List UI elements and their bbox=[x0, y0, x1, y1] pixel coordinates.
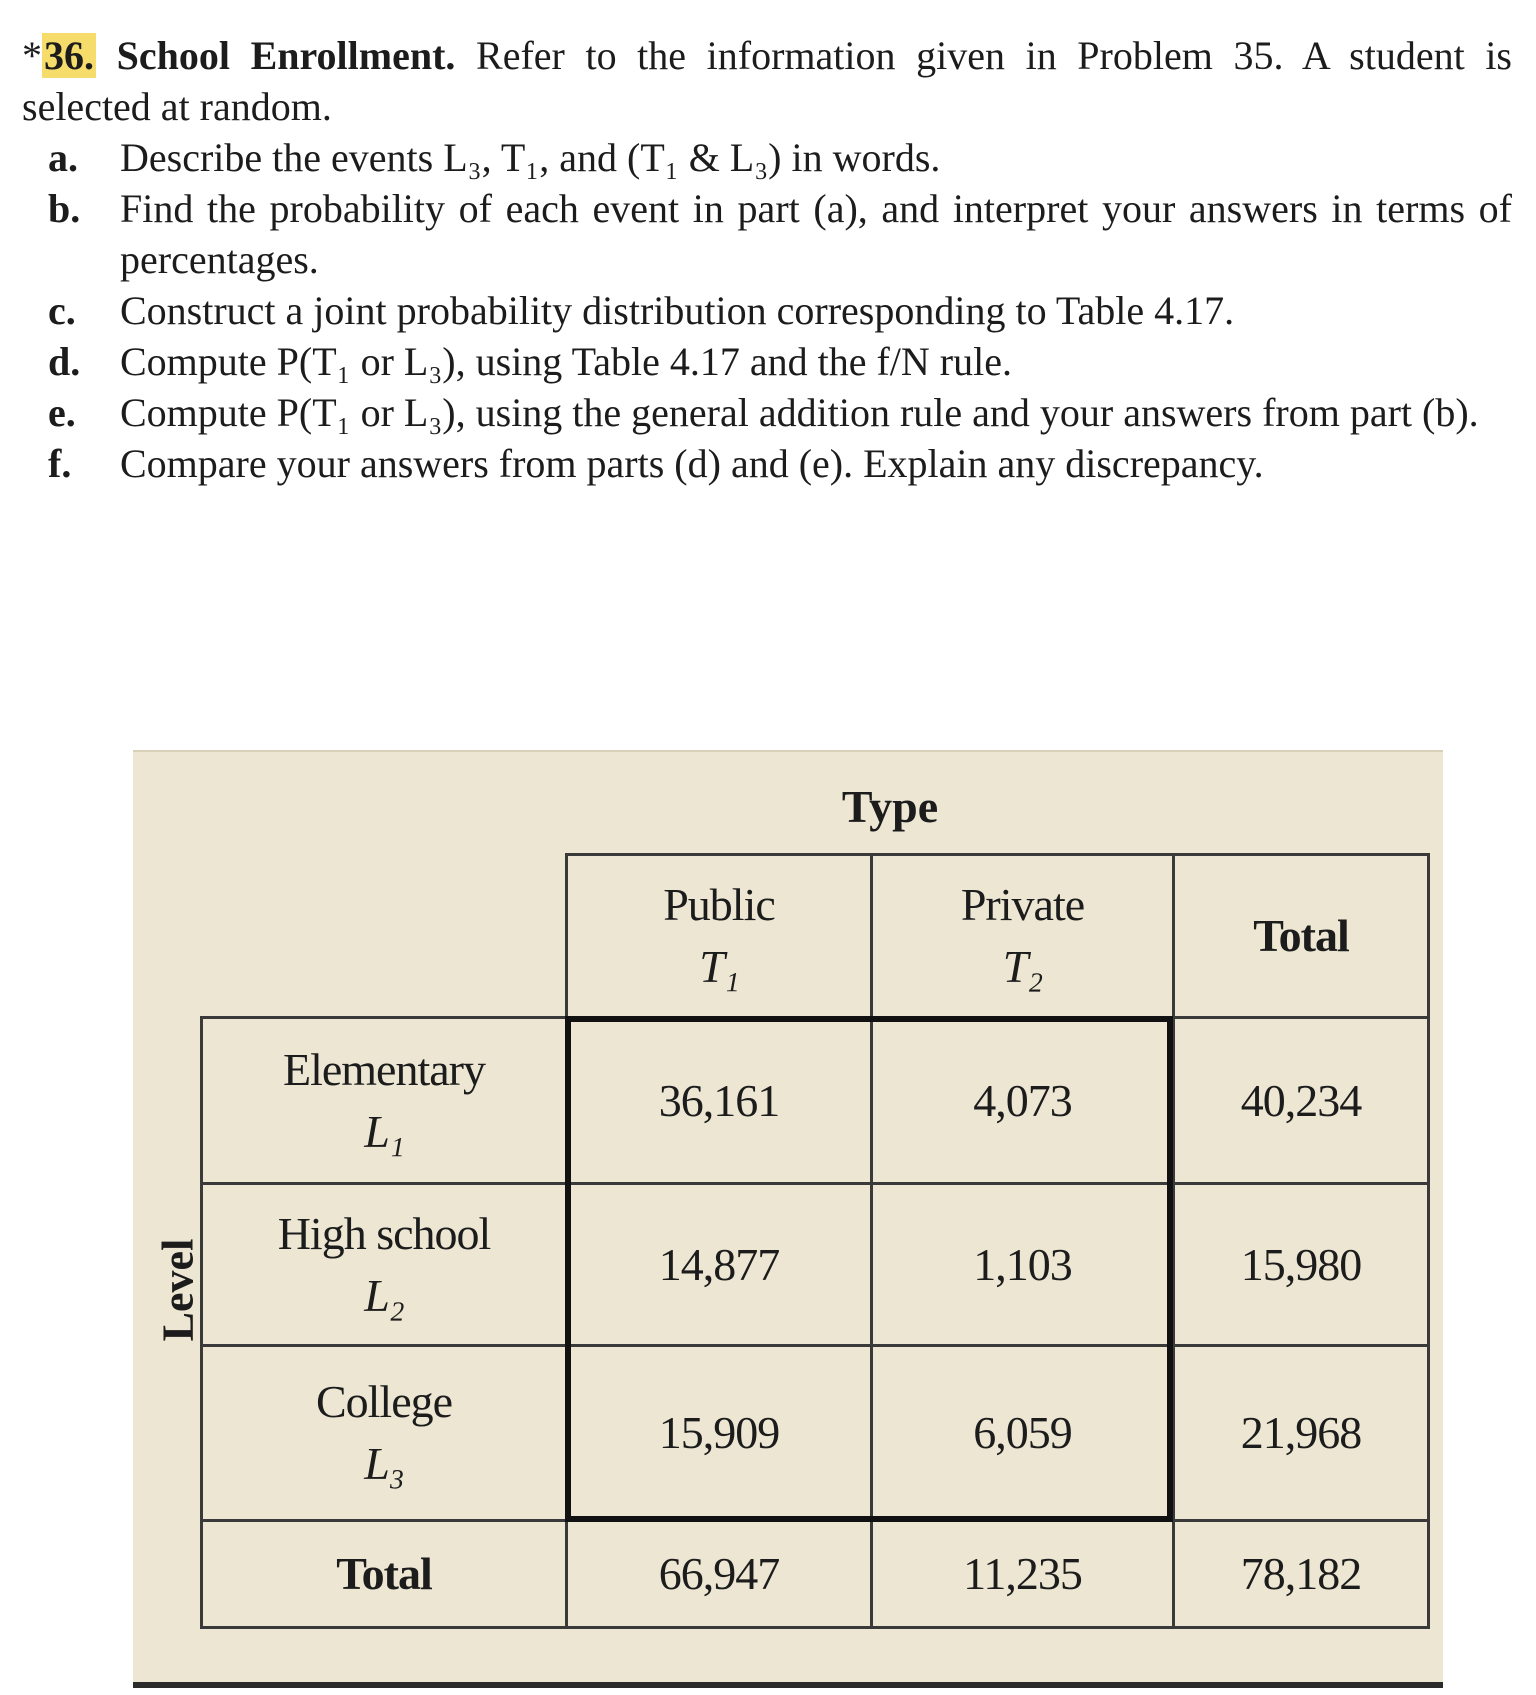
table-bottom-rule bbox=[133, 1682, 1443, 1688]
part-text: Compute P(T₁ or L₃), using the general addition rule and your answers from part (b). bbox=[120, 390, 1479, 435]
column-header-symbol: T₂ bbox=[1002, 941, 1043, 992]
row-header-name: Elementary bbox=[282, 1043, 485, 1095]
part-f bbox=[22, 438, 1512, 489]
part-text: Construct a joint probability distribution corresponding to Table 4.17. bbox=[120, 288, 1235, 333]
problem-intro: Refer to the information given in Problem 35. A student is selected at random. bbox=[22, 33, 1512, 129]
part-a bbox=[22, 132, 1512, 183]
column-header-name: Private bbox=[960, 879, 1085, 930]
row-header-college bbox=[200, 1344, 568, 1522]
part-e bbox=[22, 387, 1512, 438]
table-cell: 15,980 bbox=[1172, 1182, 1430, 1347]
part-label: a. bbox=[48, 135, 78, 180]
row-header-symbol: L₁ bbox=[364, 1105, 404, 1157]
column-header-symbol: T₁ bbox=[699, 941, 739, 992]
table-cell: 4,073 bbox=[870, 1016, 1175, 1185]
row-header-elementary bbox=[200, 1016, 568, 1185]
table-cell: 21,968 bbox=[1172, 1344, 1430, 1522]
table-cell: 11,235 bbox=[870, 1519, 1175, 1629]
row-header-symbol: L₃ bbox=[364, 1438, 404, 1489]
part-text: Compare your answers from parts (d) and (e). Explain any discrepancy. bbox=[120, 441, 1264, 486]
row-group-label: Level bbox=[153, 1238, 203, 1342]
table-cell: 14,877 bbox=[565, 1182, 873, 1347]
column-group-label: Type bbox=[841, 781, 939, 832]
part-text: Describe the events L₃, T₁, and (T₁ & L₃) in words. bbox=[120, 135, 941, 180]
row-header-symbol: L₂ bbox=[364, 1269, 404, 1321]
table-cell: 15,909 bbox=[565, 1344, 873, 1522]
problem-title: School Enrollment. bbox=[116, 33, 456, 78]
problem-number: 36. bbox=[44, 33, 94, 78]
row-header-high-school bbox=[200, 1182, 568, 1347]
part-text: Compute P(T₁ or L₃), using Table 4.17 and the f/N rule. bbox=[120, 339, 1012, 384]
table-cell: 36,161 bbox=[565, 1016, 873, 1185]
problem-header bbox=[22, 30, 1512, 132]
part-d bbox=[22, 336, 1512, 387]
table-cell: 40,234 bbox=[1172, 1016, 1430, 1185]
row-header-name: College bbox=[315, 1376, 453, 1427]
table-cell: 6,059 bbox=[870, 1344, 1175, 1522]
table-cell: 1,103 bbox=[870, 1182, 1175, 1347]
part-label: e. bbox=[48, 390, 76, 435]
column-header-total bbox=[1172, 853, 1430, 1019]
part-label: d. bbox=[48, 339, 81, 384]
problem-star: * bbox=[22, 33, 42, 78]
table-cell: 78,182 bbox=[1172, 1519, 1430, 1629]
part-label: b. bbox=[48, 186, 81, 231]
part-text: Find the probability of each event in part (a), and interpret your answers in terms of percentages. bbox=[120, 186, 1512, 282]
row-header-name: Total bbox=[336, 1548, 432, 1599]
column-header-name: Public bbox=[663, 879, 775, 930]
part-label: c. bbox=[48, 288, 76, 333]
column-header-public bbox=[565, 853, 873, 1019]
row-header-name: High school bbox=[277, 1207, 491, 1259]
column-header-name: Total bbox=[1253, 910, 1349, 961]
part-b bbox=[22, 183, 1512, 285]
column-header-private bbox=[870, 853, 1175, 1019]
table-cell: 66,947 bbox=[565, 1519, 873, 1629]
part-label: f. bbox=[48, 441, 72, 486]
problem-36 bbox=[22, 30, 1512, 489]
part-c bbox=[22, 285, 1512, 336]
row-header-total bbox=[200, 1519, 568, 1629]
